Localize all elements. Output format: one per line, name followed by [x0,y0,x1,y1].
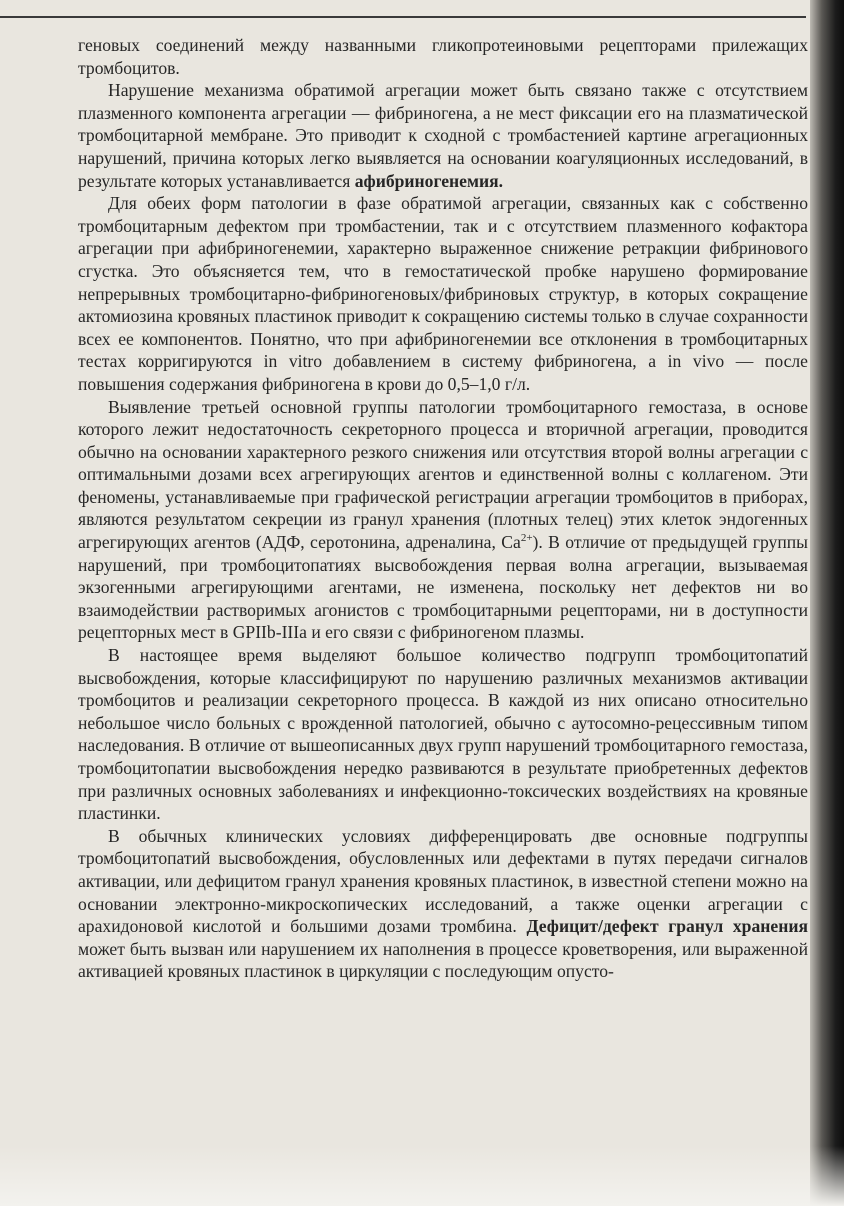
paragraph [78,34,808,79]
page-bottom-margin [0,1146,844,1206]
superscript: 2+ [520,532,533,545]
text-segment: геновых соединений между названными гликопротеиновыми рецепторами прилежащих тромбоцитов. [78,35,808,78]
paragraph [78,396,808,645]
paragraph [78,192,808,395]
text-segment: может быть вызван или нарушением их наполнения в процессе кроветворения, или выраженной активацией кровяных пластинок в циркуляции с последующим опусто- [78,938,808,982]
page-binding-shadow [810,0,844,1206]
bold-term: Дефицит/дефект гранул хранения [526,916,808,937]
text-segment: В настоящее время выделяют большое количество подгрупп тромбоцитопатий высвобождения, которые классифицируют по нарушению различных механизмов активации тромбоцитов и реализации секреторного процесса. В каждой из них описано относительно небольшое число больных с врожденной патологией, обычно с аутосомно-рецессивным типом наследования. В отличие от вышеописанных двух групп нарушений тромбоцитарного гемостаза, тромбоцитопатии высвобождения нередко развиваются в результате приобретенных дефектов при различных основных заболеваниях и инфекционно-токсических воздействиях на кровяные пластинки. [78,645,808,824]
paragraph [78,79,808,192]
bold-term: афибриногенемия. [354,170,504,191]
body-text [78,34,808,983]
text-segment: ). В отличие от предыдущей группы нарушений, при тромбоцитопатиях высвобождения первая волна агрегации, вызываемая экзогенными агрегирующими агентами, не изменена, поскольку нет дефектов ни во взаимодействии растворимых агонистов с тромбоцитарными рецепторами, ни в доступности рецепторных мест в GPIIb-IIIa и его связи с фибриногеном плазмы. [78,532,808,643]
header-rule [0,16,806,18]
text-segment: Выявление третьей основной группы патологии тромбоцитарного гемостаза, в основе которого лежит недостаточность секреторного процесса и вторичной агрегации, проводится обычно на основании характерного резкого снижения или отсутствия второй волны агрегации с оптимальными дозами всех агрегирующих агентов и единственной волны с коллагеном. Эти феномены, устанавливаемые при графической регистрации агрегации тромбоцитов в приборах, являются результатом секреции из гранул хранения (плотных телец) этих клеток эндогенных агрегирующих агентов (АДФ, серотонина, адреналина, Ca [78,396,808,553]
text-segment: В обычных клинических условиях дифференцировать две основные подгруппы тромбоцитопатий высвобождения, обусловленных или дефектами в путях передачи сигналов активации, или дефицитом гранул хранения кровяных пластинок, в известной степени можно на основании электронно-микроскопических исследований, а также оценки агрегации с арахидоновой кислотой и большими дозами тромбина. [78,825,808,937]
text-segment: Нарушение механизма обратимой агрегации может быть связано также с отсутствием плазменного компонента агрегации — фибриногена, а не мест фиксации его на плазматической тромбоцитарной мембране. Это приводит к сходной с тромбастенией картине агрегационных нарушений, причина которых легко выявляется на основании коагуляционных исследований, в результате которых устанавливается [78,80,808,191]
text-segment: Для обеих форм патологии в фазе обратимой агрегации, связанных как с собственно тромбоцитарным дефектом при тромбастении, так и с отсутствием плазменного кофактора агрегации при афибриногенемии, характерно выраженное снижение ретракции фибринового сгустка. Это объясняется тем, что в гемостатической пробке нарушено формирование непрерывных тромбоцитарно-фибриногеновых/фибриновых структур, в которых сокращение актомиозина кровяных пластинок приводит к сокращению системы только в случае сохранности всех ее компонентов. Понятно, что при афибриногенемии все отклонения в тромбоцитарных тестах корригируются in vitro добавлением в систему фибриногена, а in vivo — после повышения содержания фибриногена в крови до 0,5–1,0 г/л. [78,193,808,394]
paragraph [78,825,808,983]
paragraph [78,644,808,825]
